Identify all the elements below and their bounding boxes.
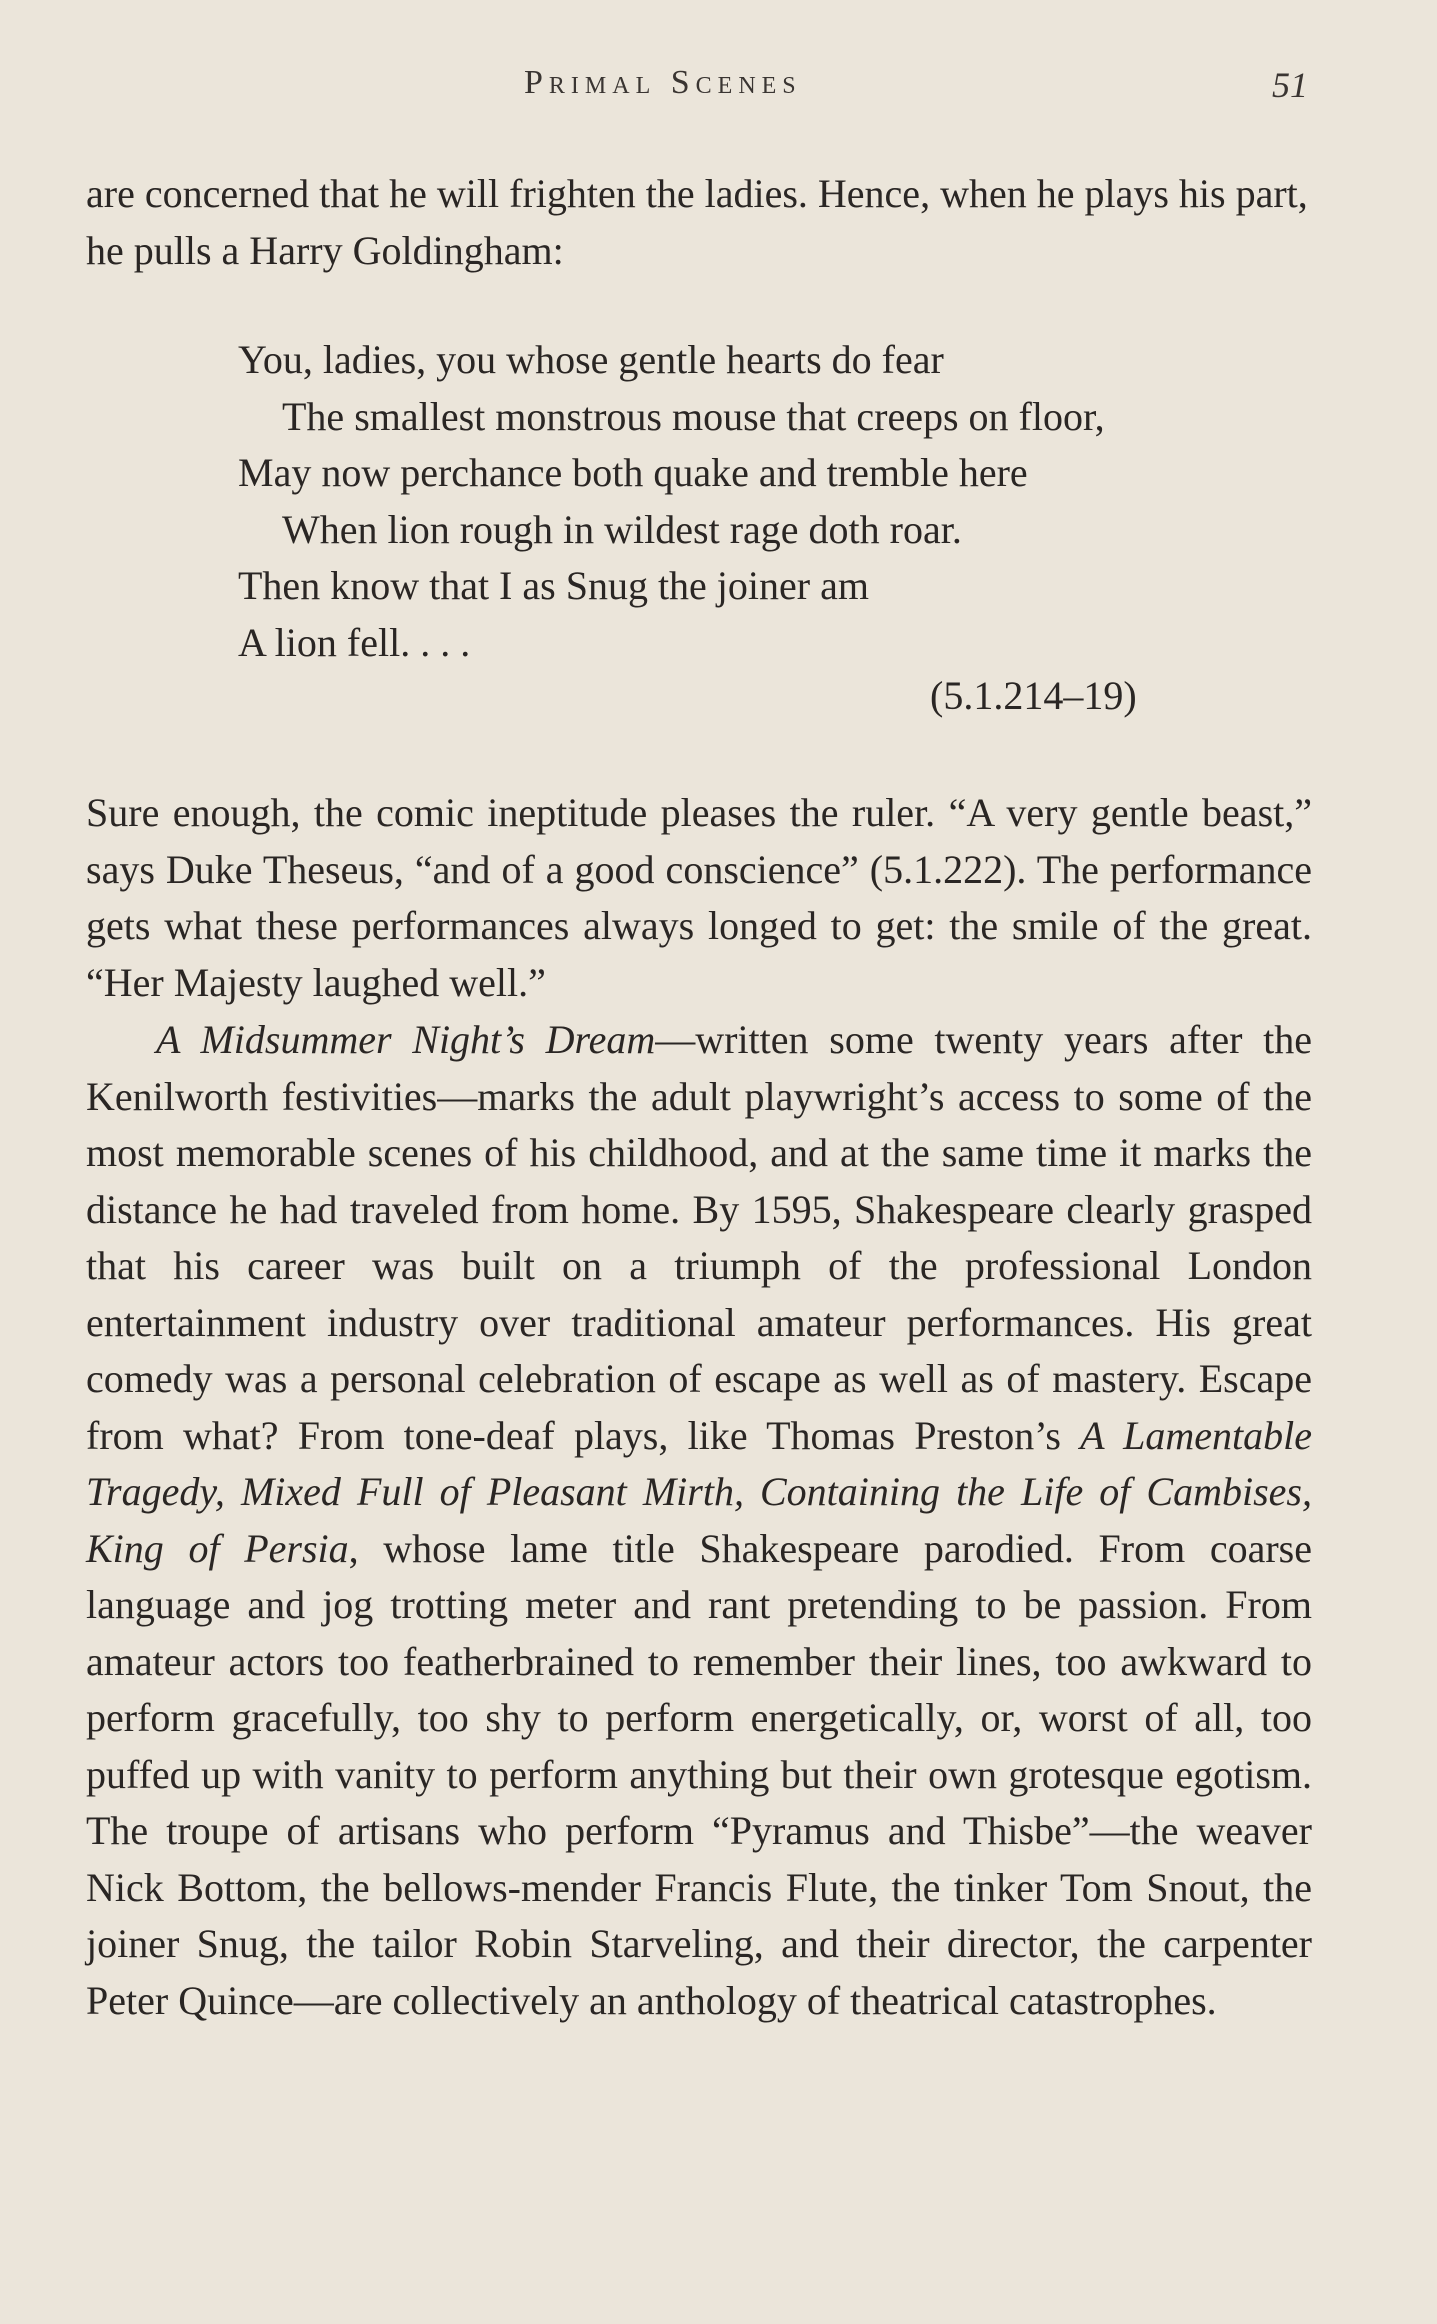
main-text-part-2: , whose lame title Shakespeare parodied. From coarse language and jog trotting meter and rant pretending to be passion. From amateur actors too featherbrained to remember their lines, too awkward to perform gracefully, too shy to perform energetically, or, worst of all, too puffed up with vanity to perform anything but their own grotesque egotism. The troupe of artisans who perform “Pyramus and Thisbe”—the weaver Nick Bottom, the bellows-mender Francis Flute, the tinker Tom Snout, the joiner Snug, the tailor Robin Starveling, and their director, the carpenter Peter Quince—are collectively an anthology of theatrical catastrophes. bbox=[86, 1525, 1312, 2023]
cambises-title: A Lamentable Tragedy, Mixed Full of Pleasant Mirth, Containing the Life of Cambises, King of Persia bbox=[86, 1412, 1312, 1571]
verse-line: The smallest monstrous mouse that creeps on floor, bbox=[282, 393, 1105, 439]
verse-citation: (5.1.214–19) bbox=[930, 673, 1137, 718]
main-text-part-1: —written some twenty years after the Kenilworth festivities—marks the adult playwright’s access to some of the most memorable scenes of his childhood, and at the same time it marks the distance he had traveled from home. By 1595, Shakespeare clearly grasped that his career was built on a triumph of the professional London entertainment industry over traditional amateur performances. His great comedy was a personal celebration of escape as well as of mastery. Escape from what? From tone-deaf plays, like Thomas Preston’s bbox=[86, 1017, 1312, 1458]
running-title: Primal Scenes bbox=[524, 64, 802, 101]
verse-line: May now perchance both quake and tremble here bbox=[238, 450, 1028, 495]
verse-line: You, ladies, you whose gentle hearts do fear bbox=[238, 337, 944, 382]
body-paragraph-text: Sure enough, the comic ineptitude pleases the ruler. “A very gentle beast,” says Duke Theseus, “and of a good conscience” (5.1.222). The performance gets what these performances always longed to get: the smile of the great. “Her Majesty laughed well.” bbox=[86, 790, 1312, 1005]
play-title: A Midsummer Night’s Dream bbox=[156, 1017, 656, 1062]
body-paragraph bbox=[86, 785, 1312, 1011]
verse-line: Then know that I as Snug the joiner am bbox=[238, 563, 869, 608]
main-paragraph bbox=[86, 1012, 1312, 2029]
running-head bbox=[0, 58, 1437, 108]
verse-line: A lion fell. . . . bbox=[238, 619, 471, 665]
main-paragraph-text bbox=[86, 1012, 1312, 2029]
page-number: 51 bbox=[1272, 65, 1308, 105]
verse-quotation bbox=[238, 332, 1158, 671]
intro-paragraph bbox=[86, 166, 1312, 279]
intro-text: are concerned that he will frighten the ladies. Hence, when he plays his part, he pulls a Harry Goldingham: bbox=[86, 171, 1308, 273]
verse-line: When lion rough in wildest rage doth roar. bbox=[282, 506, 962, 552]
